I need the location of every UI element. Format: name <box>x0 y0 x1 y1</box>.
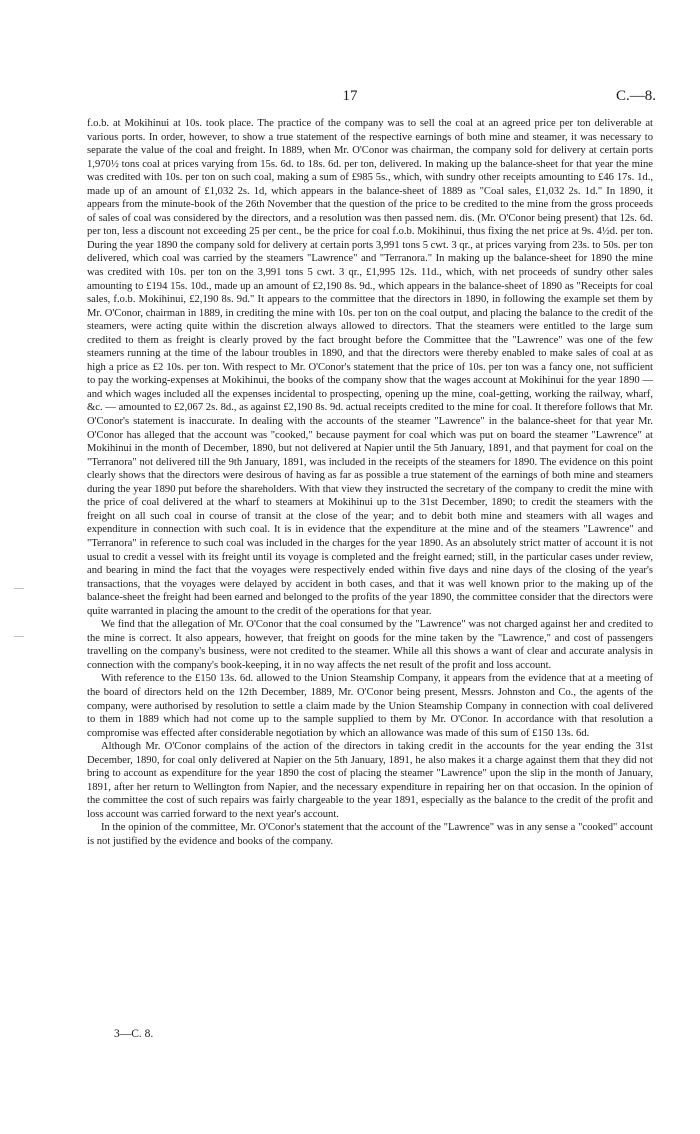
paragraph: We find that the allegation of Mr. O'Conor that the coal consumed by the "Lawrence" was not charged against her and credited to the mine is correct. It also appears, however, that freight on goods for the mine taken by the "Lawrence," and cost of passengers travelling on the company's business, were not credited to the steamer. While all this shows a want of clear and accurate analysis in connection with the company's book-keeping, it in no way affects the net result of the profit and loss account. <box>87 619 653 671</box>
document-reference: C.—8. <box>615 88 656 104</box>
body-text <box>87 117 653 849</box>
paragraph: f.o.b. at Mokihinui at 10s. took place. The practice of the company was to sell the coal at an agreed price per ton deliverable at various ports. In order, however, to show a true statement of the respective earnings of both mine and steamer, it was necessary to separate the value of the coal and freight. In 1889, when Mr. O'Conor was chairman, the company sold for delivery at certain ports 1,970½ tons coal at prices varying from 15s. 6d. to 18s. 6d. per ton, delivered. In making up the balance-sheet for that year the mine was credited with 10s. per ton on such coal, making a sum of £985 5s., which, with sundry other receipts amounting to £46 17s. 1d., made up of an amount of £1,032 2s. 1d, which appears in the balance-sheet of 1889 as "Coal sales, £1,032 2s. 1d." In 1890, it appears from the minute-book of the 26th November that the question of the price to be credited to the mine from the gross proceeds of sales of coal was considered by the directors, and a resolution was then passed nem. dis. (Mr. O'Conor being present) that 12s. 6d. per ton, less a discount not exceeding 25 per cent., be the price for coal f.o.b. Mokihinui, thus fixing the net price at 9s. 4½d. per ton. During the year 1890 the company sold for delivery at certain ports 3,991 tons 5 cwt. 3 qr., at prices varying from 23s. to 50s. per ton delivered, which coal was carried by the steamers "Lawrence" and "Terranora." In making up the balance-sheet for 1890 the mine was credited with 10s. per ton on the 3,991 tons 5 cwt. 3 qr., £1,995 12s. 11d., which, with net proceeds of sundry other sales amounting to £194 15s. 10d., made up an amount of £2,190 8s. 9d., which appears in the balance-sheet of 1890 as "Receipts for coal sales, f.o.b. Mokihinui, £2,190 8s. 9d." It appears to the committee that the directors in 1890, in following the example set them by Mr. O'Conor, chairman in 1889, in crediting the mine with 10s. per ton on the coal output, and placing the balance to the credit of the steamers, were acting quite within the discretion always allowed to directors. That the steamers were entitled to the large sum credited to them as freight is clearly proved by the fact brought before the Committee that the "Lawrence" was one of the few steamers running at the time of the labour troubles in 1890, and that the directors were thereby enabled to make sales of coal at as high a price as £2 10s. per ton. With respect to Mr. O'Conor's statement that the price of 10s. per ton was a fancy one, not sufficient to pay the working-expenses at Mokihinui, the books of the company show that the wages account at Mokihinui for the year 1890 — and which wages included all the expenses incidental to prospecting, opening up the mine, coal-getting, working the railway, wharf, &c. — amounted to £2,067 2s. 8d., as against £2,190 8s. 9d. actual receipts credited to the mine for coal. It therefore follows that Mr. O'Conor's statement is inaccurate. In dealing with the accounts of the steamer "Lawrence" in the balance-sheet for that year Mr. O'Conor has alleged that the account was "cooked," because payment for coal which was put on board the steamer "Lawrence" at Mokihinui in the month of December, 1890, but not delivered at Napier until the 5th January, 1891, and that payment for coal on the "Terranora" not delivered till the 9th January, 1891, was included in the receipts of the steamers for 1890. The evidence on this point clearly shows that the directors were desirous of having as far as possible a true statement of the earnings of both mine and steamers during the year 1890 put before the shareholders. With that view they instructed the secretary of the company to credit the mine with the price of coal delivered at the wharf to steamers at Mokihinui up to the 31st December, 1890; to credit the steamers with the freight on all such coal in course of transit at the close of the year; and to debit both mine and steamers with all wages and expenditure in connection with such coal. It is in evidence that the expenditure at the mine and of the steamers "Lawrence" and "Terranora" in reference to such coal was included in the charges for the year 1890. As an absolutely strict matter of account it is not usual to credit a vessel with its freight until its voyage is completed and the freight earned; still, in the particular cases under review, and bearing in mind the fact that the voyages were respectively ended within five days and nine days of the closing of the year's transactions, that the voyages were delayed by accident in both cases, and that it was well known prior to the making up of the balance-sheet the freight had been earned and belonged to the profits of the year 1890, the committee consider that the directors were quite warranted in placing the amount to the credit of the operations for that year. <box>87 118 653 617</box>
paragraph: Although Mr. O'Conor complains of the action of the directors in taking credit in the accounts for the year ending the 31st December, 1890, for coal only delivered at Napier on the 5th January, 1891, he also makes it a charge against them that they did not bring to account as expenditure for the year 1890 the cost of placing the steamer "Lawrence" upon the slip in the month of January, 1891, after her return to Wellington from Napier, and the necessary expenditure in repairing her on that occasion. In the opinion of the committee the cost of such repairs was fairly chargeable to the year 1891, especially as the balance to the credit of the profit and loss account was carried forward to the next year's account. <box>87 741 653 820</box>
margin-mark <box>14 588 24 589</box>
page-number: 17 <box>342 88 358 104</box>
paragraph: In the opinion of the committee, Mr. O'Conor's statement that the account of the "Lawrence" was in any sense a "cooked" account is not justified by the evidence and books of the company. <box>87 822 653 847</box>
margin-mark <box>14 636 24 637</box>
paragraph: With reference to the £150 13s. 6d. allowed to the Union Steamship Company, it appears from the evidence that at a meeting of the board of directors held on the 12th December, 1889, Mr. O'Conor being present, Messrs. Johnston and Co., the agents of the company, were authorised by resolution to settle a claim made by the Union Steamship Company in connection with coal delivered to them in 1889 which had not come up to the sample supplied to them by Mr. O'Conor. In accordance with that resolution a compromise was effected after considerable negotiation by which an allowance was made of this sum of £150 13s. 6d. <box>87 673 653 739</box>
sheet-signature: 3—C. 8. <box>114 1028 154 1040</box>
